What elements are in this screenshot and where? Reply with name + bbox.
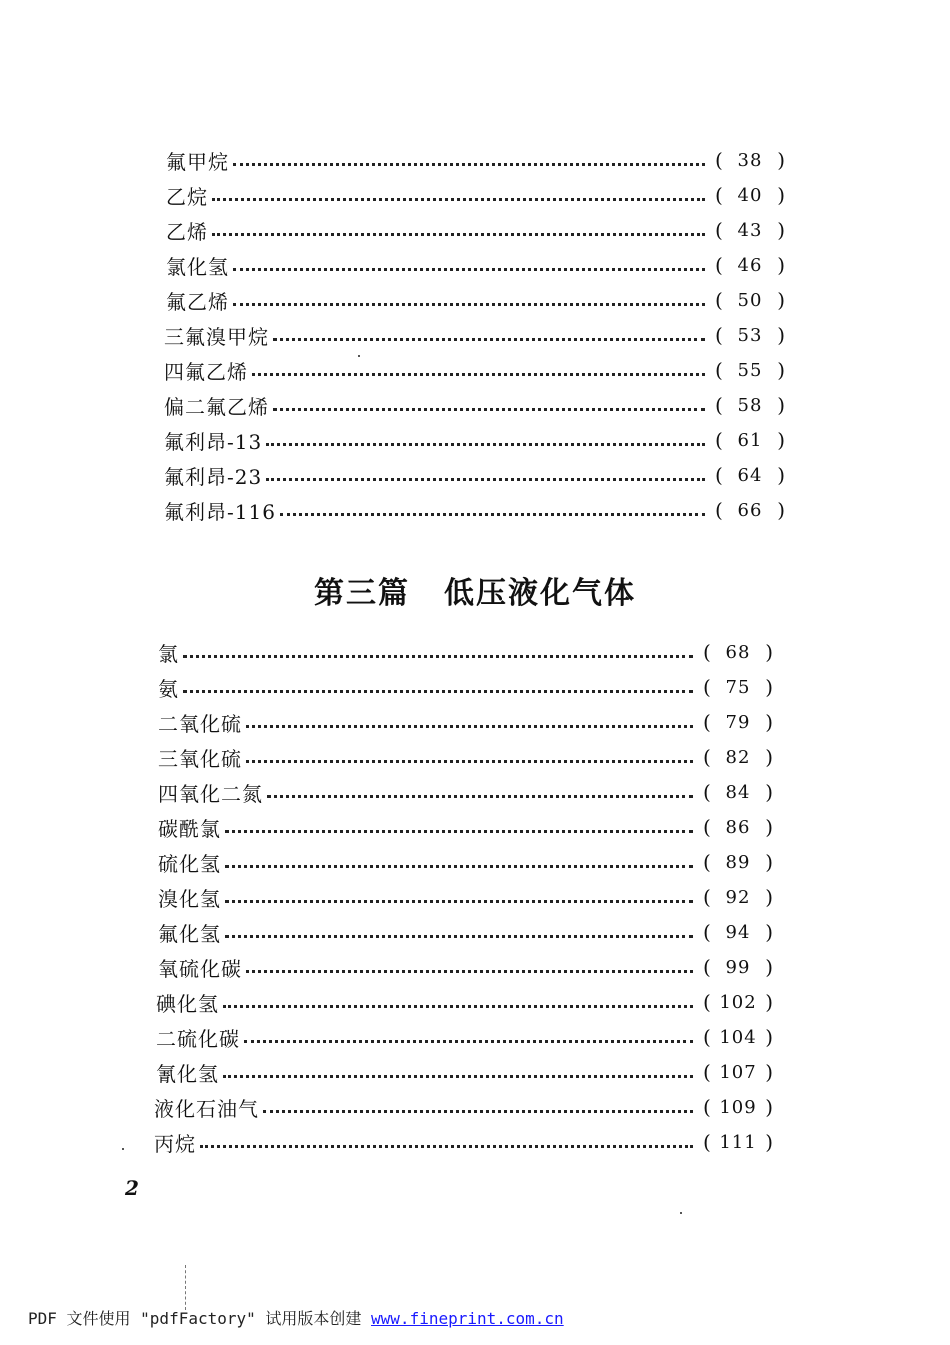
- page-ref: 43: [737, 219, 763, 241]
- dot-leader: [212, 233, 705, 236]
- dot-leader: [233, 268, 705, 271]
- toc-entry-title: 乙烷: [166, 184, 208, 209]
- dot-leader: [183, 655, 693, 658]
- paren-open: (: [703, 745, 711, 769]
- scan-artifact: [185, 1265, 187, 1310]
- toc-entry: [158, 742, 773, 772]
- paren-close: ): [765, 780, 773, 804]
- toc-entry-page: [715, 463, 785, 487]
- paren-open: (: [703, 675, 711, 699]
- toc-entry: [158, 917, 773, 947]
- page-ref: 82: [725, 746, 751, 768]
- page-ref: 38: [737, 149, 763, 171]
- paren-close: ): [765, 640, 773, 664]
- scan-speck: [122, 1148, 124, 1150]
- toc-entry: [156, 1022, 773, 1052]
- toc-entry: [156, 987, 773, 1017]
- dot-leader: [225, 935, 693, 938]
- page-ref: 75: [725, 676, 751, 698]
- paren-open: (: [715, 463, 723, 487]
- toc-entry-title: 四氟乙烯: [164, 359, 248, 384]
- toc-entry: [164, 495, 785, 525]
- paren-open: (: [703, 815, 711, 839]
- paren-close: ): [777, 253, 785, 277]
- paren-close: ): [765, 815, 773, 839]
- toc-entry-title: 四氧化二氮: [158, 781, 263, 806]
- page-ref: 46: [737, 254, 763, 276]
- toc-entry: [158, 812, 773, 842]
- paren-close: ): [765, 1060, 773, 1084]
- toc-entry: [164, 460, 785, 490]
- toc-entry-page: [703, 1060, 773, 1084]
- page-ref: 89: [725, 851, 751, 873]
- paren-close: ): [777, 393, 785, 417]
- paren-close: ): [765, 955, 773, 979]
- toc-entry-page: [703, 955, 773, 979]
- section-heading: [0, 568, 950, 612]
- paren-close: ): [777, 498, 785, 522]
- toc-entry-page: [715, 393, 785, 417]
- toc-entry-title: 三氟溴甲烷: [164, 324, 269, 349]
- paren-open: (: [703, 710, 711, 734]
- toc-entry: [158, 777, 773, 807]
- toc-entry-title: 三氧化硫: [158, 746, 242, 771]
- dot-leader: [223, 1005, 693, 1008]
- toc-entry-page: [715, 183, 785, 207]
- toc-entry-title: 氟化氢: [158, 921, 221, 946]
- toc-entry-page: [703, 640, 773, 664]
- dot-leader: [233, 303, 705, 306]
- dot-leader: [267, 795, 693, 798]
- paren-open: (: [703, 955, 711, 979]
- toc-entry-page: [715, 498, 785, 522]
- toc-entry-page: [703, 1130, 773, 1154]
- dot-leader: [246, 725, 693, 728]
- paren-open: (: [715, 428, 723, 452]
- dot-leader: [273, 408, 705, 411]
- page-ref: 53: [737, 324, 763, 346]
- footer-text: PDF 文件使用 "pdfFactory" 试用版本创建: [28, 1309, 372, 1328]
- paren-open: (: [715, 288, 723, 312]
- page-ref: 92: [725, 886, 751, 908]
- paren-open: (: [703, 1025, 711, 1049]
- toc-entry: [158, 672, 773, 702]
- page-ref: 84: [725, 781, 751, 803]
- paren-close: ): [777, 323, 785, 347]
- dot-leader: [266, 478, 705, 481]
- paren-open: (: [703, 920, 711, 944]
- dot-leader: [223, 1075, 693, 1078]
- paren-close: ): [777, 428, 785, 452]
- toc-entry-page: [715, 253, 785, 277]
- toc-entry: [158, 882, 773, 912]
- toc-entry: [166, 180, 785, 210]
- paren-open: (: [715, 498, 723, 522]
- paren-close: ): [777, 218, 785, 242]
- page-ref: 79: [725, 711, 751, 733]
- toc-entry-page: [703, 710, 773, 734]
- paren-open: (: [715, 183, 723, 207]
- dot-leader: [280, 513, 705, 516]
- toc-entry-page: [703, 675, 773, 699]
- paren-close: ): [765, 885, 773, 909]
- toc-entry-title: 碘化氢: [156, 991, 219, 1016]
- toc-entry: [158, 637, 773, 667]
- toc-entry-page: [703, 745, 773, 769]
- footer-link[interactable]: www.fineprint.com.cn: [371, 1309, 564, 1328]
- toc-entry-page: [715, 148, 785, 172]
- page-ref: 107: [719, 1061, 757, 1083]
- toc-entry-title: 溴化氢: [158, 886, 221, 911]
- paren-open: (: [703, 1095, 711, 1119]
- page-ref: 66: [737, 499, 763, 521]
- page-ref: 109: [719, 1096, 757, 1118]
- dot-leader: [246, 970, 693, 973]
- toc-entry-title: 二硫化碳: [156, 1026, 240, 1051]
- paren-close: ): [765, 1130, 773, 1154]
- paren-open: (: [715, 393, 723, 417]
- dot-leader: [212, 198, 705, 201]
- toc-entry: [154, 1127, 773, 1157]
- page-ref: 50: [737, 289, 763, 311]
- toc-entry: [158, 952, 773, 982]
- toc-entry-title: 丙烷: [154, 1131, 196, 1156]
- toc-entry-title: 氧硫化碳: [158, 956, 242, 981]
- dot-leader: [263, 1110, 693, 1113]
- paren-close: ): [765, 1095, 773, 1119]
- toc-entry-title: 氟利昂-116: [164, 499, 276, 524]
- toc-entry-page: [703, 885, 773, 909]
- dot-leader: [183, 690, 693, 693]
- toc-entry: [164, 425, 785, 455]
- toc-entry: [166, 285, 785, 315]
- paren-open: (: [703, 1130, 711, 1154]
- toc-entry-title: 氟甲烷: [166, 149, 229, 174]
- toc-entry-title: 硫化氢: [158, 851, 221, 876]
- dot-leader: [225, 830, 693, 833]
- toc-entry-title: 乙烯: [166, 219, 208, 244]
- toc-entry-title: 氯: [158, 641, 179, 666]
- toc-entry-title: 氰化氢: [156, 1061, 219, 1086]
- toc-entry-title: 碳酰氯: [158, 816, 221, 841]
- toc-entry-title: 氟利昂-13: [164, 429, 263, 454]
- toc-entry-page: [703, 780, 773, 804]
- dot-leader: [273, 338, 705, 341]
- paren-open: (: [703, 1060, 711, 1084]
- paren-open: (: [703, 780, 711, 804]
- toc-entry-title: 氟乙烯: [166, 289, 229, 314]
- paren-close: ): [777, 463, 785, 487]
- page-ref: 111: [719, 1131, 757, 1153]
- scan-speck: [680, 1212, 682, 1214]
- toc-entry-page: [703, 850, 773, 874]
- dot-leader: [244, 1040, 693, 1043]
- paren-open: (: [703, 885, 711, 909]
- paren-open: (: [715, 218, 723, 242]
- toc-entry-title: 二氧化硫: [158, 711, 242, 736]
- toc-entry: [166, 215, 785, 245]
- toc-entry-title: 氨: [158, 676, 179, 701]
- toc-entry: [154, 1092, 773, 1122]
- paren-close: ): [765, 850, 773, 874]
- toc-entry-page: [703, 1095, 773, 1119]
- dot-leader: [266, 443, 705, 446]
- toc-entry-page: [703, 1025, 773, 1049]
- toc-entry: [164, 355, 785, 385]
- page-ref: 68: [725, 641, 751, 663]
- scan-speck: [358, 355, 360, 357]
- page-ref: 40: [737, 184, 763, 206]
- toc-entry-page: [715, 323, 785, 347]
- paren-close: ): [765, 710, 773, 734]
- section-label: 第三篇: [314, 576, 410, 611]
- page-ref: 58: [737, 394, 763, 416]
- toc-entry-page: [703, 815, 773, 839]
- toc-entry-title: 液化石油气: [154, 1096, 259, 1121]
- toc-entry-page: [715, 428, 785, 452]
- toc-entry: [164, 390, 785, 420]
- toc-entry: [166, 145, 785, 175]
- toc-entry-page: [703, 990, 773, 1014]
- dot-leader: [246, 760, 693, 763]
- paren-open: (: [715, 358, 723, 382]
- paren-open: (: [715, 148, 723, 172]
- dot-leader: [233, 163, 705, 166]
- paren-close: ): [777, 358, 785, 382]
- toc-entry: [166, 250, 785, 280]
- page-ref: 104: [719, 1026, 757, 1048]
- dot-leader: [225, 900, 693, 903]
- paren-close: ): [765, 920, 773, 944]
- page-ref: 64: [737, 464, 763, 486]
- toc-entry-title: 氯化氢: [166, 254, 229, 279]
- paren-open: (: [715, 253, 723, 277]
- page-ref: 99: [725, 956, 751, 978]
- page-ref: 61: [737, 429, 763, 451]
- paren-close: ): [765, 1025, 773, 1049]
- toc-entry-title: 氟利昂-23: [164, 464, 263, 489]
- paren-close: ): [765, 745, 773, 769]
- paren-close: ): [765, 675, 773, 699]
- page-number: 2: [125, 1176, 139, 1200]
- toc-entry-title: 偏二氟乙烯: [164, 394, 269, 419]
- dot-leader: [200, 1145, 693, 1148]
- toc-entry-page: [715, 218, 785, 242]
- pdf-footer: [28, 1306, 564, 1329]
- paren-open: (: [703, 850, 711, 874]
- toc-entry: [158, 707, 773, 737]
- toc-entry-page: [715, 358, 785, 382]
- toc-entry: [164, 320, 785, 350]
- toc-entry: [158, 847, 773, 877]
- dot-leader: [225, 865, 693, 868]
- paren-open: (: [715, 323, 723, 347]
- toc-entry: [156, 1057, 773, 1087]
- paren-close: ): [777, 288, 785, 312]
- dot-leader: [252, 373, 705, 376]
- page-ref: 102: [719, 991, 757, 1013]
- page-ref: 86: [725, 816, 751, 838]
- paren-close: ): [765, 990, 773, 1014]
- toc-entry-page: [703, 920, 773, 944]
- paren-open: (: [703, 640, 711, 664]
- section-title-text: 低压液化气体: [444, 576, 636, 611]
- toc-entry-page: [715, 288, 785, 312]
- paren-close: ): [777, 183, 785, 207]
- page-ref: 94: [725, 921, 751, 943]
- page-ref: 55: [737, 359, 763, 381]
- paren-open: (: [703, 990, 711, 1014]
- paren-close: ): [777, 148, 785, 172]
